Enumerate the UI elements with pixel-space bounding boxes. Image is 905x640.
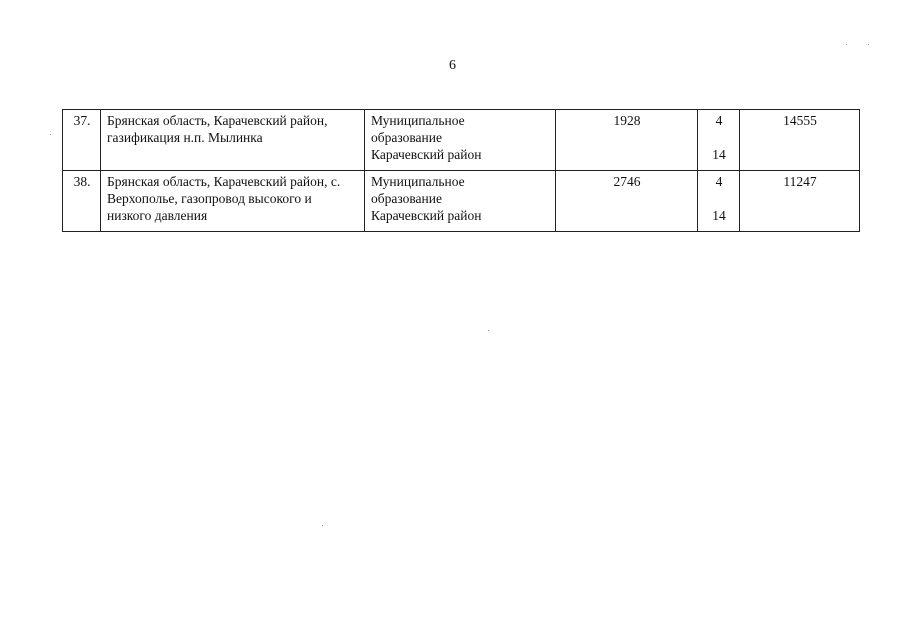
row-description: Брянская область, Карачевский район, с. Верхополье, газопровод высокого и низкого давления — [101, 171, 365, 232]
pressure-bottom: 14 — [712, 208, 726, 223]
pressure-bottom: 14 — [712, 147, 726, 162]
scan-speck — [868, 44, 869, 45]
row-organization — [365, 171, 556, 232]
row-description: Брянская область, Карачевский район, газификация н.п. Мылинка — [101, 110, 365, 171]
row-pressure — [698, 110, 740, 171]
row-cost: 11247 — [740, 171, 860, 232]
row-length: 1928 — [556, 110, 698, 171]
scan-speck — [488, 330, 489, 331]
scan-speck — [846, 44, 847, 45]
row-number: 37. — [63, 110, 101, 171]
row-length: 2746 — [556, 171, 698, 232]
row-cost: 14555 — [740, 110, 860, 171]
table-row — [63, 171, 860, 232]
organization-line: Карачевский район — [371, 147, 482, 162]
organization-line: Карачевский район — [371, 208, 482, 223]
scan-speck — [50, 134, 51, 135]
organization-line: образование — [371, 191, 442, 206]
pressure-top: 4 — [715, 174, 723, 189]
organization-line: образование — [371, 130, 442, 145]
pressure-top: 4 — [715, 113, 723, 128]
row-number: 38. — [63, 171, 101, 232]
row-organization — [365, 110, 556, 171]
projects-table — [62, 109, 860, 232]
page-number: 6 — [449, 58, 456, 73]
table-row — [63, 110, 860, 171]
organization-line: Муниципальное — [371, 174, 465, 189]
row-pressure — [698, 171, 740, 232]
organization-line: Муниципальное — [371, 113, 465, 128]
scan-speck — [322, 525, 323, 526]
